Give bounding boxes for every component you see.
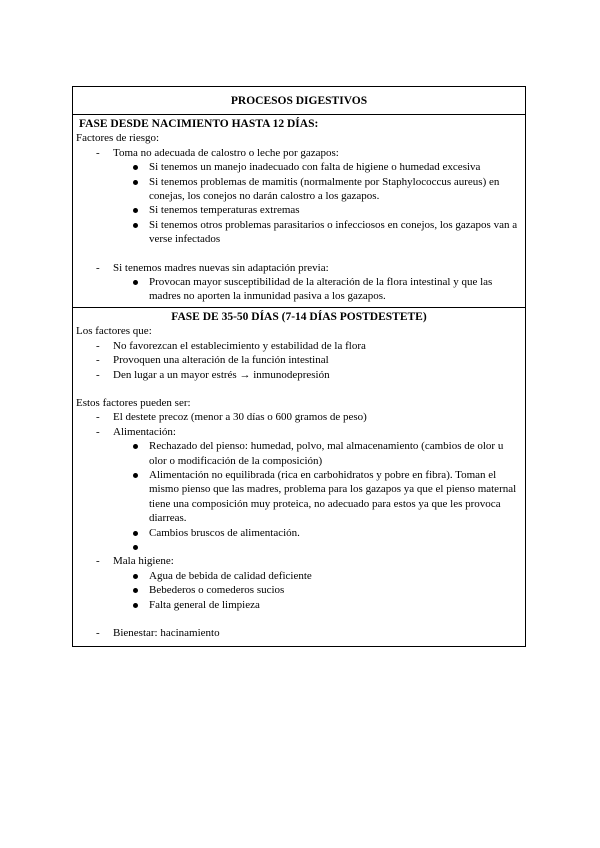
document-title: PROCESOS DIGESTIVOS [230,94,368,107]
section-postweaning-heading: FASE DE 35-50 DÍAS (7-14 DÍAS POSTDESTETE) [171,310,427,323]
spacer [76,247,522,261]
list-item: Provocan mayor susceptibilidad de la alteración de la flora intestinal y que las madres no aporten la inmunidad pasiva a los gazapos. [76,275,522,304]
list-item: Si tenemos temperaturas extremas [76,203,522,217]
document-table [72,86,526,647]
list-item: - Si tenemos madres nuevas sin adaptación previa: [76,261,522,275]
list-item: Cambios bruscos de alimentación. [76,526,522,540]
list-item: Si tenemos un manejo inadecuado con falta de higiene o humedad excesiva [76,160,522,174]
list-item: - Toma no adecuada de calostro o leche por gazapos: [76,146,522,160]
risk-factors-label: Factores de riesgo: [76,132,160,145]
list-item: Rechazado del pienso: humedad, polvo, mal almacenamiento (cambios de olor u olor o modificación de la composición) [76,439,522,468]
list-item: - Mala higiene: [76,554,522,568]
list-item: - Alimentación: [76,425,522,439]
list-item: - Den lugar a un mayor estrés → inmunodepresión [76,368,522,382]
list-item: Alimentación no equilibrada (rica en carbohidratos y pobre en fibra). Toman el mismo pienso que las madres, problema para los gazapos ya que el pienso maternal tiene una composición muy proteica, no adecuado para estos ya que les provoca diarreas. [76,468,522,526]
list-item: Agua de bebida de calidad deficiente [76,569,522,583]
list-item: - No favorezcan el establecimiento y estabilidad de la flora [76,339,522,353]
list-item: - Bienestar: hacinamiento [76,626,522,640]
section-newborn [73,114,525,307]
factors-intro: Los factores que: [76,325,152,338]
list-item: Si tenemos problemas de mamitis (normalmente por Staphylococcus aureus) en conejas, los conejos no darán calostro a los gazapos. [76,175,522,204]
list-item: - Provoquen una alteración de la función intestinal [76,353,522,367]
list-item: Falta general de limpieza [76,598,522,612]
list-item-empty [76,540,522,554]
spacer [76,382,522,396]
list-item: Si tenemos otros problemas parasitarios o infecciosos en conejos, los gazapos van a verse infectados [76,218,522,247]
list-item: Bebederos o comederos sucios [76,583,522,597]
spacer [76,612,522,626]
list-item: - El destete precoz (menor a 30 días o 600 gramos de peso) [76,410,522,424]
factors-list-intro: Estos factores pueden ser: [76,396,191,409]
section-newborn-heading: FASE DESDE NACIMIENTO HASTA 12 DÍAS: [79,118,319,130]
section-postweaning [73,307,525,647]
